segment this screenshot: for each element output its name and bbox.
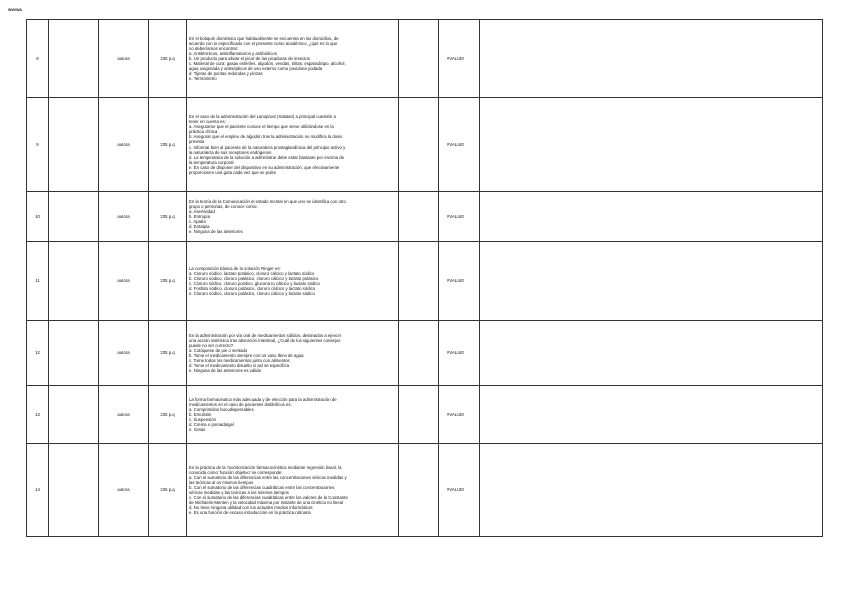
question-line: c. Material de cura: gasas estériles, algodón, vendas, tiritas, esparadrapo, alcohol,: [189, 61, 346, 67]
question-cell: [187, 321, 399, 386]
table-row: [27, 321, 823, 386]
question-line: d. Tijeras de puntas redondas y pinzas: [189, 71, 263, 77]
question-line: medicamentos en el caso de pacientes disfánficos es:: [189, 401, 292, 407]
question-line: a. Colóquese de pie o sentado: [189, 347, 248, 353]
question-line: d. Tome el medicamento disuelto si así se especifica: [189, 363, 289, 369]
question-line: séricas medidas y las teóricas a los mismos tiempos: [189, 490, 289, 495]
author-cell: autora: [99, 242, 149, 321]
result-cell: #VALUE!: [439, 20, 480, 98]
question-line: b. Entropía: [189, 213, 211, 219]
empty-cell: [49, 20, 99, 98]
empty-cell: [399, 321, 439, 386]
question-cell: [187, 20, 399, 98]
question-line: d. Fosfato sódico, cloruro potásico, cloruro cálcico y lactato sódico: [189, 286, 316, 292]
question-line: grupo o personas, de conoce como:: [189, 203, 258, 209]
question-line: d. No tiene ninguna utilidad con los actuales medios informáticos: [189, 505, 313, 511]
table-row: [27, 242, 823, 321]
question-line: b. Tome el medicamento siempre con un vaso lleno de agua: [189, 353, 304, 358]
empty-cell: [49, 444, 99, 537]
author-cell: autora: [99, 98, 149, 192]
question-line: la temperatura corporal: [189, 159, 234, 165]
question-line: a. Asertividad: [189, 208, 215, 214]
question-line: e. En caso de disponer del dispositivo en su administración, que efectivamente: [189, 164, 340, 170]
question-cell: [187, 192, 399, 242]
empty-cell: [480, 444, 823, 537]
question-line: e. Cloruro sódico, cloruro potásico, cloruro cálcico y lactato sódico: [189, 291, 315, 297]
question-line: d. Crema o pomada/gel: [189, 422, 234, 428]
question-line: c. Apatía: [189, 219, 206, 225]
result-cell: #VALUE!: [439, 242, 480, 321]
author-cell: autora: [99, 444, 149, 537]
question-line: La composición básica de la solución Ringer es:: [189, 265, 281, 271]
question-line: prevista: [189, 139, 205, 145]
empty-cell: [49, 192, 99, 242]
question-line: puede no ser correcto?: [189, 342, 234, 348]
question-cell: [187, 242, 399, 321]
question-line: a. Antitérmicos, antiinflamatorios y antibióticos: [189, 50, 277, 56]
question-line: conocida como' función objetivo' se corresponde:: [189, 469, 283, 475]
question-line: a. Asegurarse que el paciente conoce el tiempo que viene utilizándose en la: [189, 124, 334, 130]
question-line: En la práctica de la 'monitorización farmacocinética mediante regresión lineal, la: [189, 464, 342, 470]
empty-cell: [49, 98, 99, 192]
question-line: c. Con el sumatorio de las diferencias cuadráticas entre los valores de la Constante: [189, 495, 348, 501]
result-cell: #VALUE!: [439, 444, 480, 537]
question-line: a. Con el sumatorio de las diferencias entre las concentraciones séricas medidas y: [189, 474, 347, 480]
question-line: e. Ninguna de las anteriores es válida: [189, 368, 261, 374]
question-line: c. Suspensión: [189, 417, 216, 423]
author-cell: autora: [99, 321, 149, 386]
question-line: En la administración por vía oral de medicamentos sólidos, destinados a ejercer: [189, 332, 342, 338]
question-line: agua oxigenada y antisépticos de uso externo como povidona yodada: [189, 66, 323, 72]
question-line: c. Cloruro sódico, cloruro positico, glucona to cálcico y lactato sódico: [189, 281, 320, 286]
question-line: práctica clínica: [189, 129, 218, 135]
author-cell: autora: [99, 20, 149, 98]
table-row: [27, 20, 823, 98]
result-cell: #VALUE!: [439, 98, 480, 192]
question-line: b. Un producto para aliviar el picor de las picaduras de insectos: [189, 55, 310, 61]
question-cell: [187, 444, 399, 537]
table-row: [27, 444, 823, 537]
question-line: En el botiquín doméstico que habitualmente se encuentra en los domicilios, de: [189, 35, 339, 41]
empty-cell: [399, 386, 439, 444]
empty-cell: [480, 192, 823, 242]
question-line: no deberíamos encontrar:: [189, 45, 239, 51]
question-line: e. Gotas: [189, 427, 206, 433]
question-line: b. Con el sumatorio de las diferencias cuadráticas entre las concentraciones: [189, 484, 335, 490]
result-cell: #VALUE!: [439, 386, 480, 444]
page-cell: 235 p.q: [149, 192, 187, 242]
row-number: 12: [27, 321, 49, 386]
row-number: 13: [27, 386, 49, 444]
empty-cell: [49, 386, 99, 444]
empty-cell: [399, 20, 439, 98]
result-cell: #VALUE!: [439, 321, 480, 386]
row-number: 8: [27, 20, 49, 98]
table-row: [27, 386, 823, 444]
question-line: b. Cloruro sódico, cloruro potásico, cloruro cálcico y lactato potásico: [189, 275, 319, 281]
question-cell: [187, 386, 399, 444]
sheet-header-label: WW/WA: [8, 8, 23, 12]
empty-cell: [399, 192, 439, 242]
question-line: c. Informar bien al paciente de la naturaleza prostaglandínica del principio activo y: [189, 144, 346, 150]
empty-cell: [399, 444, 439, 537]
question-line: e. Termómetro: [189, 76, 217, 82]
row-number: 14: [27, 444, 49, 537]
question-line: la naturaleza de sus receptores endógenos: [189, 149, 272, 155]
empty-cell: [480, 20, 823, 98]
result-cell: #VALUE!: [439, 192, 480, 242]
question-line: proporcionen una gota cada vez que se pulse: [189, 169, 276, 175]
question-line: c. Tome todos los medicamentos junto con alimentos: [189, 358, 290, 364]
question-line: a. Comprimidos bucodispersables: [189, 406, 254, 412]
question-line: de Michaelis-Menten y la velocidad máxima por instante de una cinética no lineal: [189, 500, 344, 506]
empty-cell: [480, 98, 823, 192]
question-line: acuerdo con lo especificado con el presente curso académico, ¿qué es lo que: [189, 40, 338, 46]
page-cell: 235 p.q: [149, 98, 187, 192]
question-line: b. Emulsión: [189, 411, 212, 417]
table-row: [27, 98, 823, 192]
author-cell: autora: [99, 192, 149, 242]
empty-cell: [480, 242, 823, 321]
empty-cell: [49, 321, 99, 386]
empty-cell: [49, 242, 99, 321]
question-line: d. La temperatura de la solución a administrar debe estar bastante por encima de: [189, 154, 345, 160]
empty-cell: [399, 242, 439, 321]
page-cell: 235 p.q: [149, 444, 187, 537]
empty-cell: [399, 98, 439, 192]
question-table: [26, 19, 823, 537]
question-line: La forma farmacéutica más adecuada y de elección para la administración de: [189, 396, 337, 402]
page-cell: 235 p.q: [149, 242, 187, 321]
question-line: una acción sistémica tras absorción intestinal, ¿Cuál de los siguientes consejos: [189, 337, 341, 343]
empty-cell: [480, 386, 823, 444]
row-number: 11: [27, 242, 49, 321]
author-cell: autora: [99, 386, 149, 444]
page-cell: 235 p.q: [149, 321, 187, 386]
page-cell: 235 p.q: [149, 386, 187, 444]
question-line: d. Entalpía: [189, 224, 210, 230]
empty-cell: [480, 321, 823, 386]
question-line: En el caso de la administración del Lanoprost (Xalatan) a principal cuestión a: [189, 113, 336, 119]
question-line: las teóricas al os mismos tiempos: [189, 479, 254, 485]
table-row: [27, 192, 823, 242]
question-cell: [187, 98, 399, 192]
question-line: tener en cuenta es:: [189, 119, 226, 125]
page-cell: 235 p.q: [149, 20, 187, 98]
row-number: 9: [27, 98, 49, 192]
row-number: 10: [27, 192, 49, 242]
question-line: e. Ninguna de las anteriores: [189, 229, 243, 235]
question-line: b. Asegurar que el empleo de algodón tras la administración no modifica la dosis: [189, 134, 343, 140]
question-line: En la teoría de la Comunicación el estado mental en que uno se identifica con otro: [189, 198, 346, 204]
question-line: e. Es una función de escaso introducción en la práctica rutinaria: [189, 510, 311, 516]
question-line: a. Cloruro sódico, lactato potásico, cloruro cálcico y lactato sódico: [189, 270, 315, 276]
